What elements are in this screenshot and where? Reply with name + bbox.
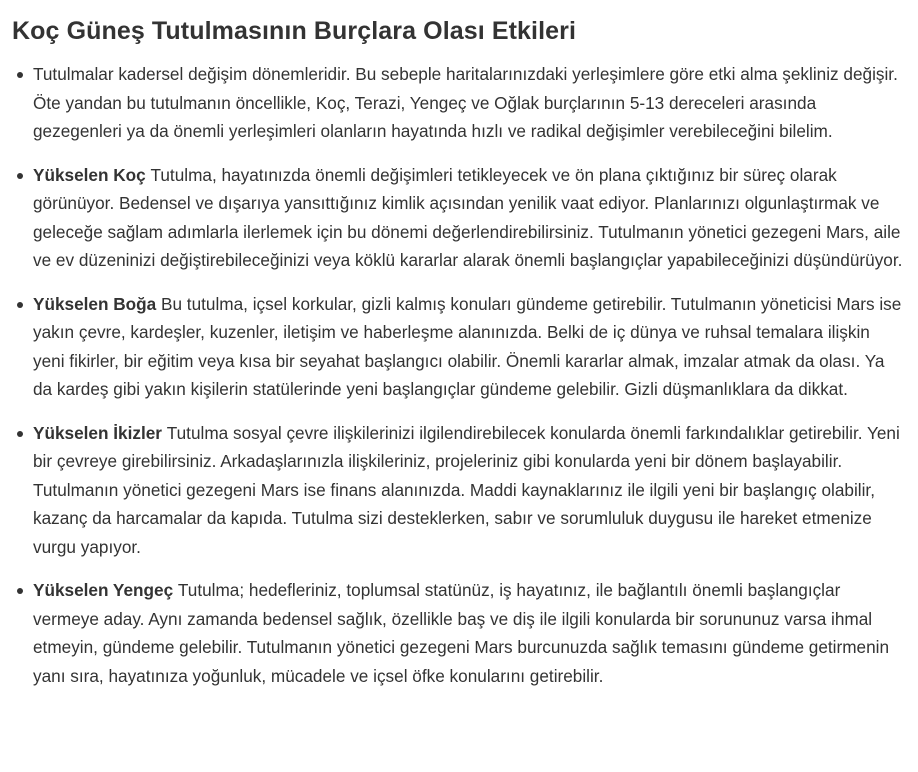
list-item-text: Tutulma, hayatınızda önemli değişimleri tetikleyecek ve ön plana çıktığınız bir süreç olarak görünüyor. Bedensel ve dışarıya yansıttığınız kimlik açısından yenilik vaat ediyor. Planlarınızı olgunlaştırmak ve geleceğe sağlam adımlarla ilerlemek için bu dönemi değerlendirebilirsiniz. Tutulmanın yönetici gezegeni Mars, aile ve ev düzeninizi değiştirebileceğinizi veya köklü kararlar alarak önemli başlangıçlar yapabileceğinizi düşündürüyor. (33, 164, 903, 270)
bullet-icon (17, 431, 23, 437)
bullet-icon (17, 302, 23, 308)
list-item-yukselen-ikizler (12, 419, 906, 562)
bullet-icon (17, 72, 23, 78)
list-item-yukselen-yengec (12, 576, 906, 690)
list-item-yukselen-koc (12, 161, 906, 275)
page-title: Koç Güneş Tutulmasının Burçlara Olası Etkileri (12, 17, 577, 45)
list-item-text: Tutulma sosyal çevre ilişkilerinizi ilgilendirebilecek konularda önemli farkındalıklar getirebilir. Yeni bir çevreye girebilirsiniz. Arkadaşlarınızla ilişkileriniz, projeleriniz gibi konularda yeni bir dönem başlayabilir. Tutulmanın yönetici gezegeni Mars ise finans alanınızda. Maddi kaynaklarınız ile ilgili yeni bir başlangıç olabilir, kazanç da harcamalar da kapıda. Tutulma sizi desteklerken, sabır ve sorumluluk duygusu ile hareket etmenize vurgu yapıyor. (33, 422, 900, 557)
list-item-lead: Yükselen İkizler (33, 422, 167, 443)
bullet-icon (17, 173, 23, 179)
bullet-list (12, 60, 906, 690)
list-item-intro (12, 60, 906, 146)
list-item-yukselen-boga (12, 290, 906, 404)
list-item-lead: Yükselen Yengeç (33, 580, 178, 600)
list-item-text: Bu tutulma, içsel korkular, gizli kalmış konuları gündeme getirebilir. Tutulmanın yöneticisi Mars ise yakın çevre, kardeşler, kuzenler, iletişim ve haberleşme alanınızda. Belki de iç dünya ve ruhsal temalara ilişkin yeni fikirler, bir eğitim veya kısa bir seyahat başlangıcı olabilir. Önemli kararlar almak, imzalar atmak da olası. Ya da kardeş gibi yakın kişilerin statülerinde yeni başlangıçlar gündeme gelebilir. Gizli düşmanlıklara da dikkat. (33, 293, 902, 399)
list-item-lead: Yükselen Boğa (33, 293, 161, 314)
list-item-lead: Yükselen Koç (33, 164, 151, 185)
list-item-text: Tutulmalar kadersel değişim dönemleridir. Bu sebeple haritalarınızdaki yerleşimlere göre etki alma şekliniz değişir. Öte yandan bu tutulmanın öncellikle, Koç, Terazi, Yengeç ve Oğlak burçlarının 5-13 dereceleri arasında gezegenleri ya da önemli yerleşimleri olanların hayatında hızlı ve radikal değişimler verebileceğini bilelim. (33, 64, 898, 141)
list-item-text: Tutulma; hedefleriniz, toplumsal statünüz, iş hayatınız, ile bağlantılı önemli başlangıçlar vermeye aday. Aynı zamanda bedensel sağlık, özellikle baş ve diş ile ilgili konularda bir sorununuz varsa ihmal etmeyin, gündeme gelebilir. Tutulmanın yönetici gezegeni Mars burcunuzda sağlık temasını gündeme getirmenin yanı sıra, hayatınıza yoğunluk, mücadele ve içsel öfke konularını getirebilir. (33, 580, 890, 686)
bullet-icon (17, 588, 23, 594)
